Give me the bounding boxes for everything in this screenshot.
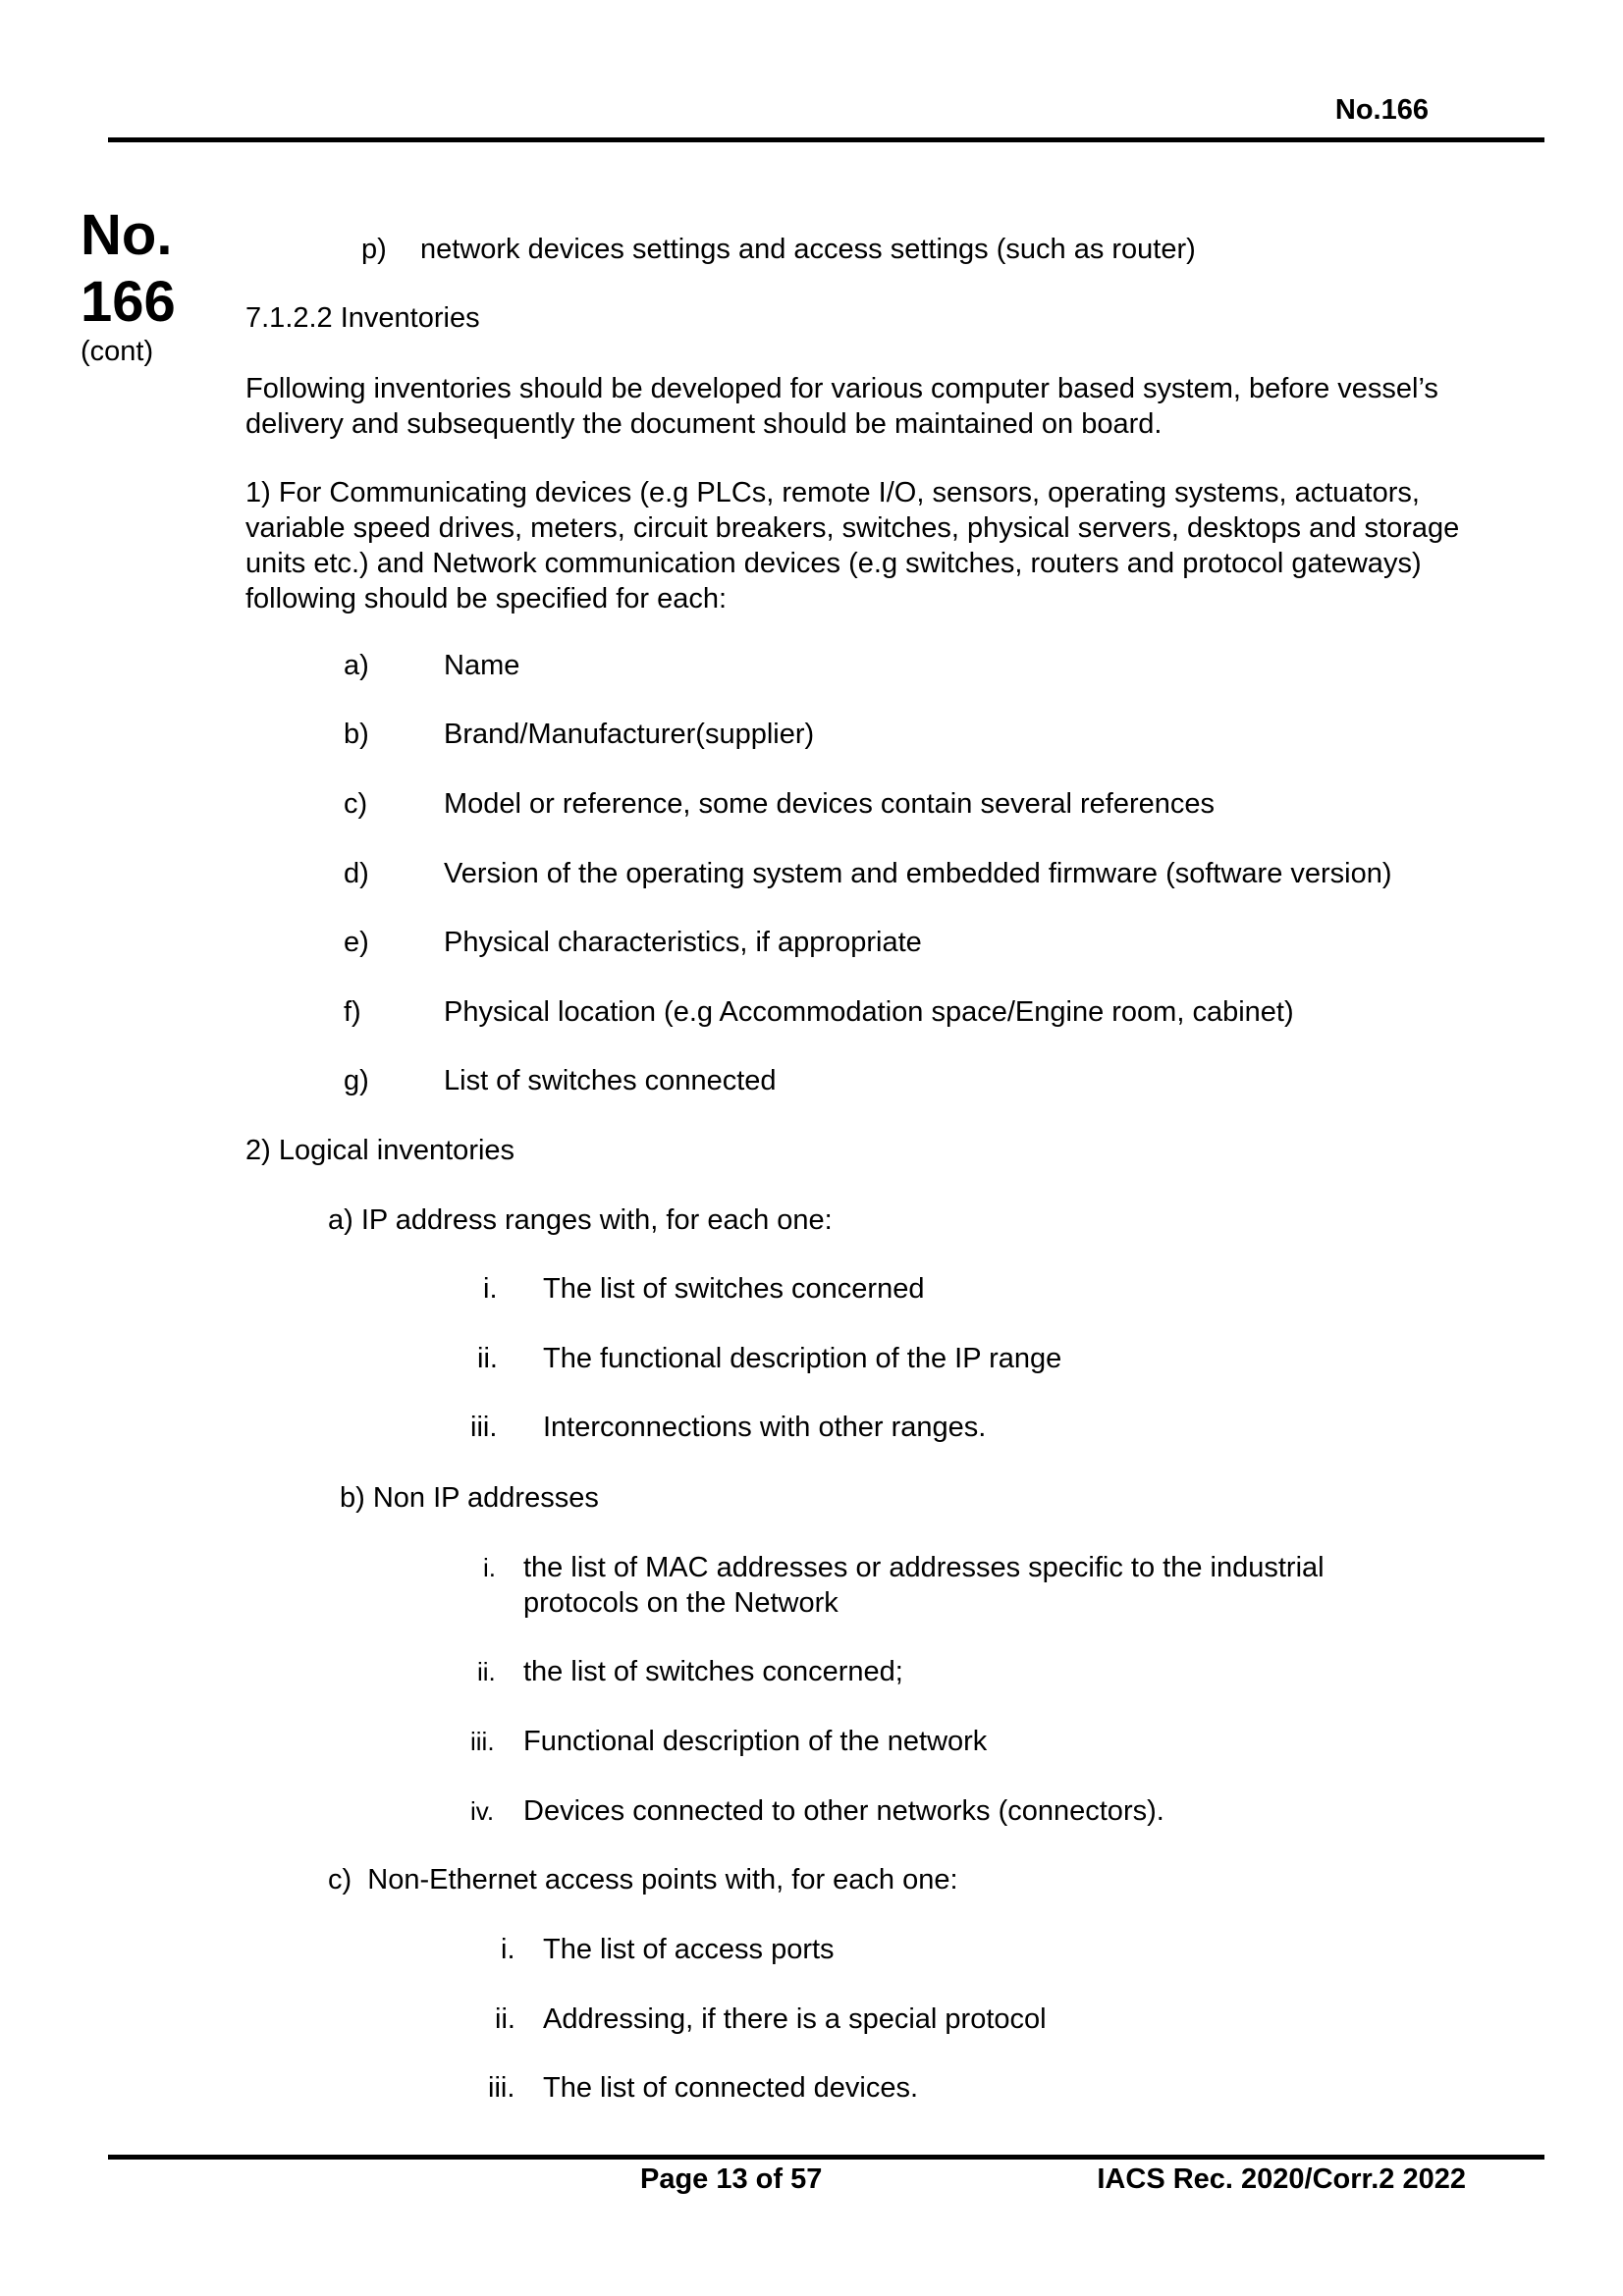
sub-a-item-text: Interconnections with other ranges. <box>543 1412 987 1443</box>
sub-b-item-text: the list of switches concerned; <box>523 1656 903 1687</box>
sub-b-item-marker: ii. <box>477 1657 496 1686</box>
sub-b-item-text: Functional description of the network <box>523 1726 988 1757</box>
sub-c-item-text: The list of access ports <box>543 1934 835 1965</box>
sub-a-item-marker: iii. <box>470 1412 498 1443</box>
list-item-text: Physical location (e.g Accommodation space/Engine room, cabinet) <box>444 996 1294 1028</box>
sub-b-item-text: the list of MAC addresses or addresses specific to the industrial <box>523 1552 1325 1583</box>
list-item-marker: d) <box>344 858 369 889</box>
logical-inventories-heading: 2) Logical inventories <box>245 1135 515 1166</box>
sub-a-item-text: The list of switches concerned <box>543 1273 925 1305</box>
list-item-text: Brand/Manufacturer(supplier) <box>444 719 815 750</box>
sub-b-item-marker: iv. <box>470 1796 495 1826</box>
sub-a-item-text: The functional description of the IP range <box>543 1343 1062 1374</box>
sub-c-item-marker: i. <box>501 1934 515 1965</box>
sub-c-item-text: The list of connected devices. <box>543 2072 919 2104</box>
item-p-text: network devices settings and access settings (such as router) <box>420 234 1196 265</box>
sub-b-item-marker: iii. <box>470 1727 495 1756</box>
list-item-marker: a) <box>344 650 369 681</box>
footer-rule <box>108 2155 1544 2160</box>
sub-a-heading: a) IP address ranges with, for each one: <box>328 1204 833 1236</box>
list-item-marker: f) <box>344 996 361 1028</box>
sub-c-item-marker: ii. <box>495 2003 515 2035</box>
section-heading: 7.1.2.2 Inventories <box>245 302 480 334</box>
sub-a-item-marker: ii. <box>477 1343 498 1374</box>
item-p-marker: p) <box>361 234 387 265</box>
list-item-marker: c) <box>344 788 368 820</box>
communicating-devices-paragraph: 1) For Communicating devices (e.g PLCs, remote I/O, sensors, operating systems, actuators, variable speed drives, meters, circuit breakers, switches, physical servers, desktops and storage units etc.) and Network communication devices (e.g switches, routers and protocol gateways) following should be specified for each: <box>245 477 1460 614</box>
sub-a-item-marker: i. <box>483 1273 498 1305</box>
sub-c-heading: c) Non-Ethernet access points with, for each one: <box>328 1864 958 1896</box>
sub-b-item-text-continued: protocols on the Network <box>523 1587 839 1619</box>
footer-rec-reference: IACS Rec. 2020/Corr.2 2022 <box>1097 2163 1466 2195</box>
sub-b-item-marker: i. <box>483 1553 496 1582</box>
sub-b-heading: b) Non IP addresses <box>340 1482 599 1514</box>
side-label-number: 166 <box>81 270 176 334</box>
sub-b-item-text: Devices connected to other networks (connectors). <box>523 1795 1164 1827</box>
list-item-text: Model or reference, some devices contain several references <box>444 788 1215 820</box>
side-label-no: No. <box>81 203 173 267</box>
sub-c-item-text: Addressing, if there is a special protocol <box>543 2003 1047 2035</box>
footer-page-number: Page 13 of 57 <box>640 2163 823 2195</box>
intro-paragraph: Following inventories should be developed for various computer based system, before vessel’s delivery and subsequently the document should be maintained on board. <box>245 373 1438 440</box>
list-item-text: Version of the operating system and embedded firmware (software version) <box>444 858 1392 889</box>
sub-c-item-marker: iii. <box>488 2072 515 2104</box>
list-item-marker: b) <box>344 719 369 750</box>
side-label-cont: (cont) <box>81 336 154 367</box>
list-item-text: Name <box>444 650 520 681</box>
list-item-marker: g) <box>344 1065 369 1096</box>
header-doc-number: No.166 <box>1334 94 1429 126</box>
list-item-text: List of switches connected <box>444 1065 777 1096</box>
header-rule <box>108 137 1544 142</box>
list-item-marker: e) <box>344 927 369 958</box>
list-item-text: Physical characteristics, if appropriate <box>444 927 922 958</box>
